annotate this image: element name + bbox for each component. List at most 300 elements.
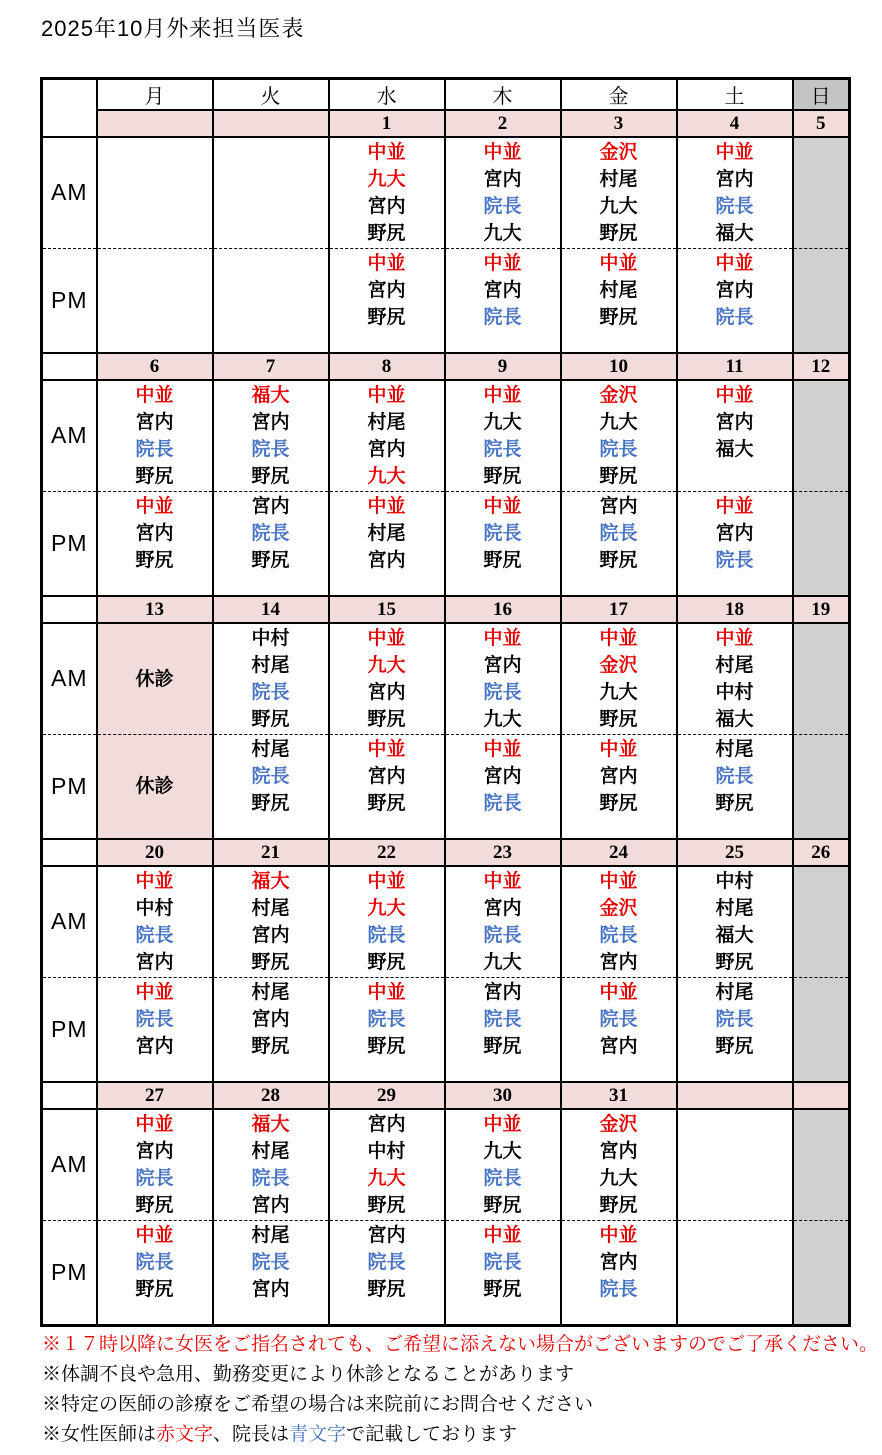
doctor-name: 宮内 — [251, 1195, 290, 1216]
schedule-cell — [677, 137, 793, 248]
doctor-name: 中村 — [135, 898, 174, 919]
doctor-name: 宮内 — [483, 765, 522, 787]
schedule-cell — [213, 1109, 329, 1220]
pm-row — [42, 1220, 850, 1325]
doctor-name: 院長 — [367, 1251, 406, 1273]
schedule-cell — [793, 1220, 850, 1325]
doctor-name: 中並 — [483, 1224, 522, 1246]
date-cell: 27 — [97, 1082, 213, 1109]
doctor-name: 野尻 — [251, 1035, 290, 1057]
schedule-cell — [445, 977, 561, 1082]
schedule-cell — [329, 977, 445, 1082]
schedule-cell — [793, 866, 850, 977]
doctor-name: 九大 — [483, 412, 522, 433]
doctor-name: 宮内 — [715, 279, 754, 301]
weekday-header-6: 日 — [793, 79, 850, 111]
doctor-name: 院長 — [715, 549, 754, 571]
schedule-cell — [213, 380, 329, 491]
doctor-name: 中並 — [367, 738, 406, 760]
schedule-cell — [329, 137, 445, 248]
doctor-name: 村尾 — [251, 981, 290, 1003]
schedule-cell — [445, 734, 561, 839]
doctor-name: 野尻 — [599, 792, 638, 814]
date-row — [42, 839, 850, 866]
doctor-name: 院長 — [251, 439, 290, 460]
date-cell: 6 — [97, 353, 213, 380]
doctor-name: 野尻 — [367, 792, 406, 814]
schedule-cell — [677, 248, 793, 353]
date-cell: 21 — [213, 839, 329, 866]
doctor-name: 院長 — [599, 522, 638, 544]
spacer-cell — [42, 839, 97, 866]
doctor-name: 宮内 — [483, 169, 522, 190]
schedule-cell — [213, 866, 329, 977]
date-cell: 16 — [445, 596, 561, 623]
date-cell: 29 — [329, 1082, 445, 1109]
schedule-cell — [793, 977, 850, 1082]
schedule-cell — [793, 734, 850, 839]
weekday-header-5: 土 — [677, 79, 793, 111]
note-segment: 青文字 — [289, 1424, 347, 1445]
schedule-cell — [97, 866, 213, 977]
schedule-cell — [793, 137, 850, 248]
doctor-name: 宮内 — [715, 522, 754, 544]
note-segment: 、院長は — [213, 1424, 290, 1445]
doctor-name: 野尻 — [483, 466, 522, 487]
doctor-name: 中並 — [715, 628, 754, 649]
date-cell: 25 — [677, 839, 793, 866]
doctor-name: 院長 — [135, 1168, 174, 1189]
date-cell: 26 — [793, 839, 850, 866]
date-cell: 1 — [329, 110, 445, 137]
schedule-cell — [97, 380, 213, 491]
am-row — [42, 866, 850, 977]
schedule-cell — [677, 977, 793, 1082]
date-cell — [793, 1082, 850, 1109]
am-row — [42, 380, 850, 491]
corner-cell — [42, 79, 97, 138]
doctor-name: 村尾 — [251, 1141, 290, 1162]
schedule-cell — [445, 1220, 561, 1325]
note-line — [42, 1330, 878, 1360]
doctor-name: 村尾 — [367, 522, 406, 544]
doctor-name: 九大 — [483, 709, 522, 730]
doctor-name: 宮内 — [483, 655, 522, 676]
doctor-name: 宮内 — [135, 522, 174, 544]
date-cell: 3 — [561, 110, 677, 137]
doctor-name: 院長 — [599, 925, 638, 946]
doctor-name: 福大 — [715, 925, 754, 946]
doctor-name: 九大 — [483, 223, 522, 244]
doctor-name: 院長 — [135, 1251, 174, 1273]
am-row — [42, 623, 850, 734]
doctor-name: 宮内 — [135, 952, 174, 973]
doctor-name: 宮内 — [251, 925, 290, 946]
doctor-name: 院長 — [251, 682, 290, 703]
doctor-name: 九大 — [599, 682, 638, 703]
doctor-name: 福大 — [715, 439, 754, 460]
note-segment: ※特定の医師の診療をご希望の場合は来院前にお問合せください — [42, 1394, 594, 1415]
doctor-name: 中並 — [599, 252, 638, 274]
schedule-cell — [97, 734, 213, 839]
doctor-name: 宮内 — [483, 279, 522, 301]
date-cell: 30 — [445, 1082, 561, 1109]
doctor-name: 野尻 — [135, 549, 174, 571]
doctor-name: 宮内 — [367, 1114, 406, 1135]
date-cell: 4 — [677, 110, 793, 137]
schedule-cell — [329, 734, 445, 839]
doctor-name: 中並 — [483, 871, 522, 892]
schedule-cell — [561, 977, 677, 1082]
schedule-cell — [561, 380, 677, 491]
doctor-name: 宮内 — [251, 1008, 290, 1030]
pm-row — [42, 491, 850, 596]
doctor-name: 中並 — [135, 495, 174, 517]
doctor-name: 院長 — [483, 196, 522, 217]
doctor-name: 院長 — [483, 522, 522, 544]
doctor-name: 野尻 — [251, 709, 290, 730]
schedule-cell — [793, 491, 850, 596]
doctor-name: 院長 — [367, 1008, 406, 1030]
date-cell: 18 — [677, 596, 793, 623]
schedule-cell — [561, 1220, 677, 1325]
doctor-name: 野尻 — [599, 466, 638, 487]
schedule-cell — [213, 491, 329, 596]
doctor-name: 村尾 — [715, 655, 754, 676]
doctor-name: 院長 — [135, 1008, 174, 1030]
am-row — [42, 137, 850, 248]
doctor-name: 金沢 — [599, 898, 638, 919]
schedule-cell — [329, 866, 445, 977]
doctor-name: 野尻 — [367, 1195, 406, 1216]
doctor-name: 野尻 — [483, 549, 522, 571]
doctor-name: 野尻 — [715, 792, 754, 814]
doctor-name: 村尾 — [715, 738, 754, 760]
schedule-cell — [793, 248, 850, 353]
spacer-cell — [42, 596, 97, 623]
date-cell: 19 — [793, 596, 850, 623]
doctor-name: 野尻 — [251, 952, 290, 973]
doctor-name: 院長 — [135, 925, 174, 946]
date-cell — [213, 110, 329, 137]
doctor-name: 中並 — [483, 1114, 522, 1135]
schedule-cell — [445, 1109, 561, 1220]
doctor-name: 院長 — [715, 306, 754, 328]
note-line — [42, 1390, 878, 1420]
schedule-cell — [329, 1109, 445, 1220]
doctor-name: 中並 — [599, 981, 638, 1003]
doctor-name: 野尻 — [599, 1195, 638, 1216]
doctor-name: 宮内 — [715, 412, 754, 433]
doctor-name: 村尾 — [367, 412, 406, 433]
doctor-name: 院長 — [251, 522, 290, 544]
schedule-cell — [329, 248, 445, 353]
doctor-name: 野尻 — [367, 952, 406, 973]
doctor-name: 中並 — [135, 871, 174, 892]
doctor-name: 中並 — [135, 1224, 174, 1246]
doctor-name: 宮内 — [251, 412, 290, 433]
doctor-name: 宮内 — [367, 549, 406, 571]
note-line — [42, 1360, 878, 1390]
date-cell: 2 — [445, 110, 561, 137]
doctor-name: 福大 — [251, 385, 290, 406]
schedule-cell — [677, 866, 793, 977]
schedule-cell — [329, 1220, 445, 1325]
doctor-name: 中並 — [599, 871, 638, 892]
date-cell: 24 — [561, 839, 677, 866]
date-cell: 31 — [561, 1082, 677, 1109]
doctor-name: 宮内 — [599, 495, 638, 517]
doctor-name: 院長 — [483, 1008, 522, 1030]
doctor-name: 野尻 — [367, 1035, 406, 1057]
doctor-name: 中並 — [715, 142, 754, 163]
doctor-name: 野尻 — [483, 1035, 522, 1057]
schedule-cell — [213, 1220, 329, 1325]
am-label: AM — [42, 623, 97, 734]
note-segment: ※女性医師は — [42, 1424, 157, 1445]
schedule-cell — [677, 623, 793, 734]
doctor-name: 九大 — [599, 1168, 638, 1189]
schedule-cell — [793, 623, 850, 734]
doctor-name: 中並 — [135, 1114, 174, 1135]
doctor-name: 野尻 — [367, 223, 406, 244]
doctor-name: 宮内 — [367, 682, 406, 703]
note-segment: ※１７時以降に女医をご指名されても、ご希望に添えない場合がございますのでご了承ください。 — [42, 1334, 879, 1355]
weekday-header-0: 月 — [97, 79, 213, 111]
doctor-name: 院長 — [483, 439, 522, 460]
doctor-name: 宮内 — [483, 981, 522, 1003]
doctor-name: 宮内 — [135, 1141, 174, 1162]
doctor-name: 宮内 — [135, 412, 174, 433]
pm-label: PM — [42, 1220, 97, 1325]
schedule-cell — [793, 380, 850, 491]
doctor-name: 村尾 — [251, 655, 290, 676]
date-row — [42, 1082, 850, 1109]
schedule-cell — [677, 1220, 793, 1325]
doctor-name: 宮内 — [251, 495, 290, 517]
doctor-name: 中並 — [367, 142, 406, 163]
doctor-name: 宮内 — [599, 1035, 638, 1057]
doctor-name: 中並 — [367, 385, 406, 406]
page-title: 2025年10月外来担当医表 — [41, 16, 305, 41]
doctor-name: 中並 — [367, 628, 406, 649]
doctor-name: 村尾 — [251, 898, 290, 919]
doctor-name: 福大 — [251, 1114, 290, 1135]
doctor-name: 野尻 — [367, 709, 406, 730]
doctor-name: 中村 — [715, 682, 754, 703]
schedule-cell — [445, 491, 561, 596]
schedule-cell — [97, 623, 213, 734]
doctor-name: 金沢 — [599, 142, 638, 163]
am-row — [42, 1109, 850, 1220]
schedule-cell — [561, 491, 677, 596]
schedule-cell — [677, 734, 793, 839]
doctor-name: 院長 — [715, 1008, 754, 1030]
pm-label: PM — [42, 491, 97, 596]
am-label: AM — [42, 866, 97, 977]
schedule-cell — [561, 1109, 677, 1220]
doctor-name: 九大 — [599, 412, 638, 433]
doctor-name: 九大 — [483, 952, 522, 973]
doctor-name: 院長 — [483, 792, 522, 814]
doctor-name: 院長 — [483, 1168, 522, 1189]
doctor-name: 中並 — [135, 385, 174, 406]
date-cell: 14 — [213, 596, 329, 623]
schedule-cell — [445, 137, 561, 248]
schedule-cell — [677, 1109, 793, 1220]
date-cell: 22 — [329, 839, 445, 866]
doctor-name: 院長 — [135, 439, 174, 460]
schedule-cell — [793, 1109, 850, 1220]
schedule-cell — [561, 248, 677, 353]
schedule-table — [40, 77, 851, 1327]
footnotes — [42, 1330, 878, 1450]
doctor-name: 院長 — [715, 765, 754, 787]
am-label: AM — [42, 1109, 97, 1220]
date-cell: 28 — [213, 1082, 329, 1109]
doctor-name: 九大 — [367, 169, 406, 190]
closed-label: 休診 — [135, 776, 174, 798]
doctor-name: 宮内 — [367, 279, 406, 301]
doctor-name: 院長 — [251, 1251, 290, 1273]
doctor-name: 院長 — [599, 1278, 638, 1300]
doctor-name: 中並 — [483, 738, 522, 760]
schedule-cell — [445, 380, 561, 491]
date-cell: 8 — [329, 353, 445, 380]
schedule-cell — [213, 734, 329, 839]
doctor-name: 中並 — [483, 495, 522, 517]
doctor-name: 野尻 — [599, 549, 638, 571]
schedule-cell — [97, 1109, 213, 1220]
weekday-header-1: 火 — [213, 79, 329, 111]
doctor-name: 宮内 — [483, 898, 522, 919]
doctor-name: 野尻 — [251, 549, 290, 571]
doctor-name: 福大 — [715, 223, 754, 244]
date-cell: 11 — [677, 353, 793, 380]
doctor-name: 中並 — [715, 252, 754, 274]
doctor-name: 宮内 — [135, 1035, 174, 1057]
date-cell: 12 — [793, 353, 850, 380]
note-line — [42, 1420, 878, 1450]
doctor-name: 村尾 — [599, 279, 638, 301]
schedule-cell — [213, 137, 329, 248]
doctor-name: 野尻 — [715, 952, 754, 973]
spacer-cell — [42, 1082, 97, 1109]
doctor-name: 宮内 — [367, 196, 406, 217]
doctor-name: 野尻 — [483, 1195, 522, 1216]
doctor-name: 宮内 — [715, 169, 754, 190]
schedule-cell — [329, 623, 445, 734]
doctor-name: 中並 — [599, 1224, 638, 1246]
date-cell: 17 — [561, 596, 677, 623]
schedule-cell — [97, 1220, 213, 1325]
pm-row — [42, 977, 850, 1082]
date-row — [42, 596, 850, 623]
doctor-name: 九大 — [367, 466, 406, 487]
doctor-name: 院長 — [483, 682, 522, 703]
pm-label: PM — [42, 248, 97, 353]
doctor-name: 村尾 — [715, 981, 754, 1003]
doctor-name: 宮内 — [599, 1141, 638, 1162]
doctor-name: 野尻 — [599, 306, 638, 328]
doctor-name: 野尻 — [251, 792, 290, 814]
doctor-name: 院長 — [251, 1168, 290, 1189]
schedule-cell — [677, 380, 793, 491]
date-cell: 15 — [329, 596, 445, 623]
doctor-name: 金沢 — [599, 655, 638, 676]
date-cell: 20 — [97, 839, 213, 866]
doctor-name: 野尻 — [367, 1278, 406, 1300]
doctor-name: 村尾 — [251, 738, 290, 760]
doctor-name: 九大 — [367, 655, 406, 676]
doctor-name: 九大 — [367, 1168, 406, 1189]
doctor-name: 宮内 — [251, 1278, 290, 1300]
spacer-cell — [42, 353, 97, 380]
schedule-cell — [97, 137, 213, 248]
doctor-name: 中並 — [367, 981, 406, 1003]
doctor-name: 村尾 — [251, 1224, 290, 1246]
date-cell — [677, 1082, 793, 1109]
date-cell — [97, 110, 213, 137]
date-cell: 9 — [445, 353, 561, 380]
date-row — [42, 110, 850, 137]
weekday-header-3: 木 — [445, 79, 561, 111]
note-segment: ※体調不良や急用、勤務変更により休診となることがあります — [42, 1364, 575, 1385]
schedule-cell — [445, 248, 561, 353]
doctor-name: 宮内 — [599, 1251, 638, 1273]
pm-row — [42, 248, 850, 353]
doctor-name: 村尾 — [599, 169, 638, 190]
schedule-cell — [561, 866, 677, 977]
date-cell: 5 — [793, 110, 850, 137]
doctor-name: 中並 — [483, 628, 522, 649]
doctor-name: 九大 — [367, 898, 406, 919]
doctor-name: 金沢 — [599, 1114, 638, 1135]
doctor-name: 中並 — [483, 385, 522, 406]
doctor-name: 院長 — [483, 1251, 522, 1273]
doctor-name: 院長 — [599, 439, 638, 460]
table-body — [42, 137, 850, 1325]
doctor-name: 宮内 — [367, 439, 406, 460]
doctor-name: 野尻 — [251, 466, 290, 487]
weekday-header-4: 金 — [561, 79, 677, 111]
schedule-cell — [97, 977, 213, 1082]
weekday-header-2: 水 — [329, 79, 445, 111]
doctor-name: 中並 — [483, 252, 522, 274]
schedule-cell — [677, 491, 793, 596]
pm-label: PM — [42, 734, 97, 839]
doctor-name: 中並 — [367, 252, 406, 274]
doctor-name: 村尾 — [715, 898, 754, 919]
doctor-name: 中並 — [599, 628, 638, 649]
pm-row — [42, 734, 850, 839]
date-cell: 7 — [213, 353, 329, 380]
pm-label: PM — [42, 977, 97, 1082]
am-label: AM — [42, 137, 97, 248]
date-cell: 10 — [561, 353, 677, 380]
schedule-cell — [561, 623, 677, 734]
schedule-cell — [329, 380, 445, 491]
doctor-name: 野尻 — [367, 306, 406, 328]
doctor-name: 中並 — [135, 981, 174, 1003]
note-segment: で記載しております — [346, 1424, 518, 1445]
schedule-cell — [329, 491, 445, 596]
doctor-name: 九大 — [483, 1141, 522, 1162]
doctor-name: 金沢 — [599, 385, 638, 406]
doctor-name: 中村 — [367, 1141, 406, 1162]
doctor-name: 野尻 — [599, 223, 638, 244]
doctor-name: 院長 — [483, 306, 522, 328]
